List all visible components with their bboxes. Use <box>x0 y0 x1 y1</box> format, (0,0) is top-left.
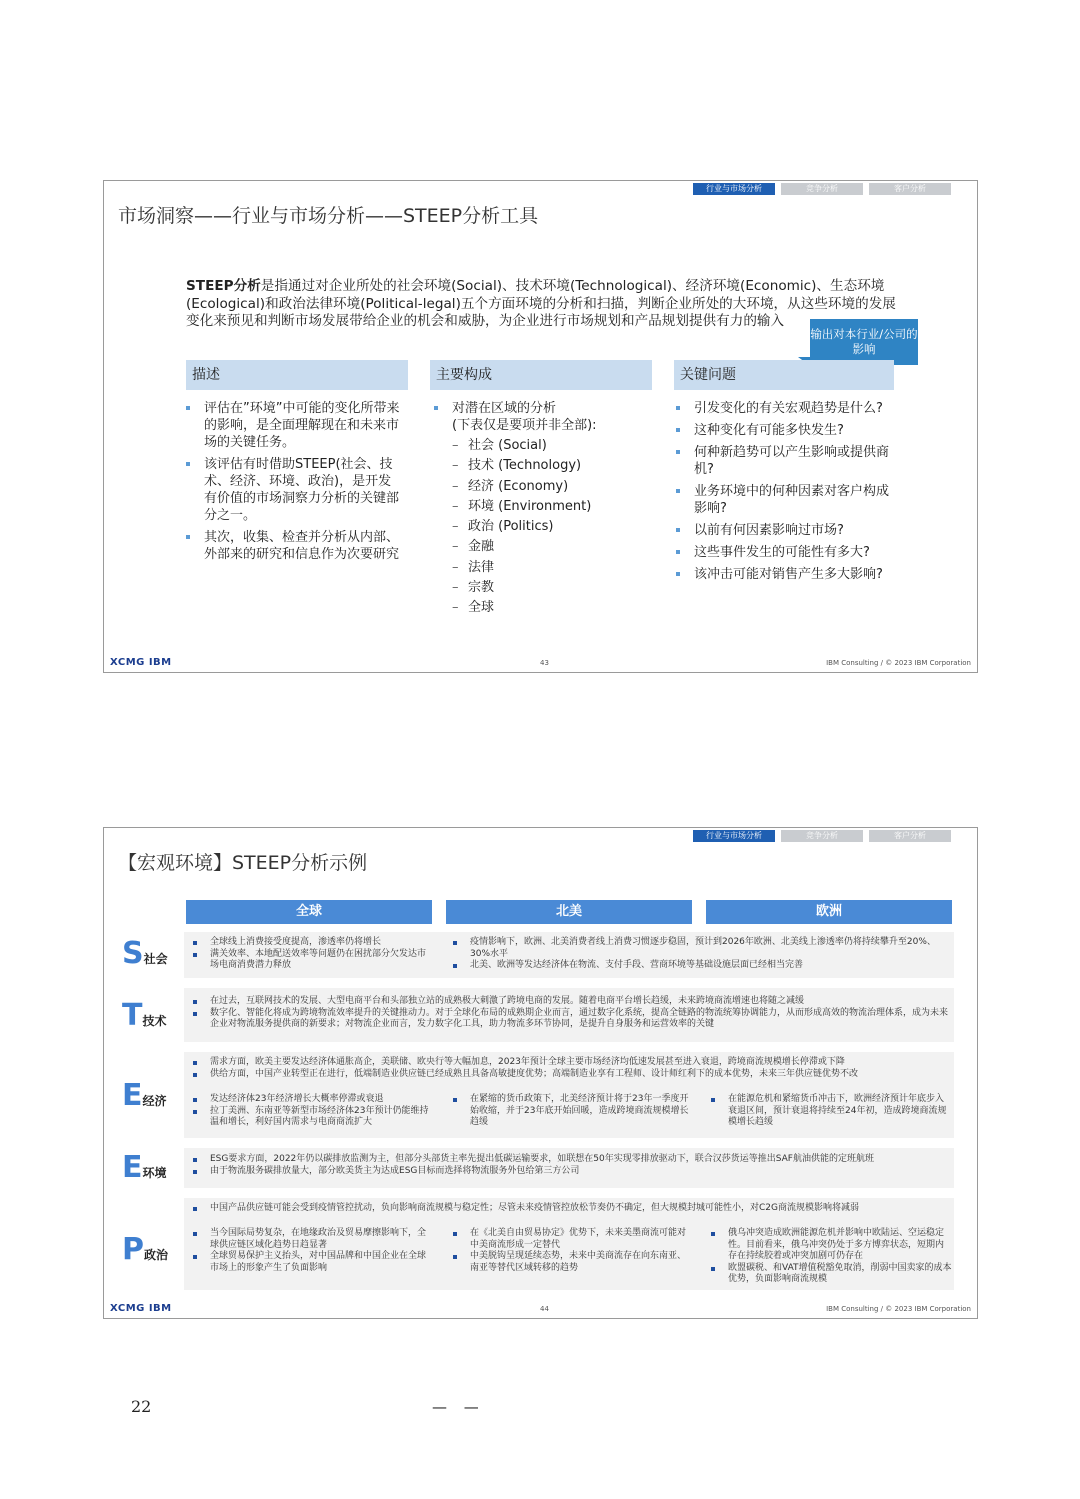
row-label-text: 经济 <box>142 1094 167 1108</box>
cell-economy-eu <box>708 1094 952 1129</box>
section-tabs <box>693 830 951 842</box>
sub-item: – 政治 (Politics) <box>452 518 650 535</box>
list-item: 这些事件发生的可能性有多大? <box>676 544 896 561</box>
list-item: 疫情影响下，欧洲、北美消费者线上消费习惯逐步稳固，预计到2026年欧洲、北美线上渗透率仍将持续攀升至20%、30%水平 <box>450 937 950 960</box>
list-item: 数字化、智能化将成为跨境物流效率提升的关键推动力。对于全球化布局的成熟期企业而言，通过数字化系统，提高全链路的物流统筹协调能力，从而形成高效的物流治理体系，成为未来企业对物流服务提供商的新要求；对物流企业而言，发力数字化工具，助力物流多环节协同，是提升自身服务和运营效率的关键 <box>190 1008 950 1031</box>
tab-industry-market[interactable]: 行业与市场分析 <box>693 830 775 842</box>
callout-text: 输出对本行业/公司的影响 <box>810 327 918 356</box>
cell-social-global <box>190 937 430 972</box>
list-item: 在过去，互联网技术的发展、大型电商平台和头部独立站的成熟极大刺激了跨境电商的发展。随着电商平台增长趋缓，未来跨境商流增速也将随之减缓 <box>190 996 950 1008</box>
intro-text: 是指通过对企业所处的社会环境(Social)、技术环境(Technological)、经济环境(Economic)、生态环境(Ecological)和政治法律环境(Political-legal)五个方面环境的分析和扫描，判断企业所处的大环境，从这些环境的发展变化来预见和判断市场发展带给企业的机会和威胁，为企业进行市场规划和产品规划提供有力的输入 <box>186 278 896 330</box>
copyright: IBM Consulting / © 2023 IBM Corporation <box>826 1305 971 1313</box>
list-item: 全球线上消费接受度提高，渗透率仍将增长 <box>190 937 430 949</box>
tab-competition[interactable]: 竞争分析 <box>781 830 863 842</box>
region-header-europe: 欧洲 <box>706 900 952 924</box>
sub-item: – 法律 <box>452 559 650 576</box>
list-item: 在能源危机和紧缩货币冲击下，欧洲经济预计年底步入衰退区间，预计衰退将持续至24年初，造成跨境商流规模增长趋缓 <box>708 1094 952 1129</box>
row-label-technology <box>122 998 166 1033</box>
xcmg-ibm-logo: XCMG IBM <box>110 1303 172 1314</box>
row-label-economy <box>122 1078 167 1113</box>
list-item: 这种变化有可能多快发生? <box>676 422 896 439</box>
intro-paragraph <box>186 278 906 331</box>
column-header-description: 描述 <box>186 360 408 390</box>
sub-item: – 经济 (Economy) <box>452 478 650 495</box>
list-item: 由于物流服务碳排放量大，部分欧美货主为达成ESG目标而选择将物流服务外包给第三方公司 <box>190 1166 950 1178</box>
list-item <box>434 400 650 616</box>
list-item: 拉丁美洲、东南亚等新型市场经济体23年预计仍能维持温和增长，利好国内需求与电商商流扩大 <box>190 1106 430 1129</box>
slide-title: 【宏观环境】STEEP分析示例 <box>118 852 368 874</box>
list-item: 在紧缩的货币政策下，北美经济预计将于23年一季度开始收缩，并于23年底开始回暖，造成跨境商流规模增长趋缓 <box>450 1094 690 1129</box>
slide-page-number: 43 <box>540 659 549 667</box>
section-tabs <box>693 183 951 195</box>
list-item: 引发变化的有关宏观趋势是什么? <box>676 400 896 417</box>
row-letter: S <box>122 936 144 971</box>
list-item: 需求方面，欧美主要发达经济体通胀高企，美联储、欧央行等大幅加息，2023年预计全球主要市场经济均低速发展甚至进入衰退，跨境商流规模增长停滞或下降 <box>190 1057 950 1069</box>
slide-page-number: 44 <box>540 1305 549 1313</box>
region-header-global: 全球 <box>186 900 432 924</box>
list-item: 俄乌冲突造成欧洲能源危机并影响中欧陆运、空运稳定性。目前看来，俄乌冲突仍处于多方博弈状态，短期内存在持续胶着或冲突加剧可仍存在 <box>708 1228 952 1263</box>
components-sublist <box>452 437 650 616</box>
components-lead: 对潜在区域的分析 (下表仅是要项并非全部): <box>452 401 597 433</box>
list-item: 欧盟碳税、和VAT增值税豁免取消，削弱中国卖家的成本优势，负面影响商流规模 <box>708 1263 952 1286</box>
region-header-north-america: 北美 <box>446 900 692 924</box>
column-header-components: 主要构成 <box>430 360 652 390</box>
cell-environment-all <box>190 1154 950 1177</box>
sub-item: – 金融 <box>452 538 650 555</box>
components-column <box>434 400 650 621</box>
slide-steep-example <box>103 827 978 1319</box>
cell-economy-na <box>450 1094 690 1129</box>
tab-customer[interactable]: 客户分析 <box>869 830 951 842</box>
tab-customer[interactable]: 客户分析 <box>869 183 951 195</box>
cell-politics-eu <box>708 1228 952 1286</box>
copyright: IBM Consulting / © 2023 IBM Corporation <box>826 659 971 667</box>
callout-box <box>810 319 918 365</box>
tab-industry-market[interactable]: 行业与市场分析 <box>693 183 775 195</box>
intro-bold: STEEP分析 <box>186 278 261 294</box>
cell-economy-global <box>190 1094 430 1129</box>
list-item: 满关效率、本地配送效率等问题仍在困扰部分欠发达市场电商消费潜力释放 <box>190 949 430 972</box>
tab-competition[interactable]: 竞争分析 <box>781 183 863 195</box>
row-letter: P <box>122 1232 144 1267</box>
row-label-text: 技术 <box>142 1014 167 1028</box>
list-item: 以前有何因素影响过市场? <box>676 522 896 539</box>
list-item: 该评估有时借助STEEP(社会、技术、经济、环境、政治)，是开发有价值的市场洞察力分析的关键部分之一。 <box>186 456 402 524</box>
slide-footer <box>110 1303 971 1315</box>
row-label-text: 社会 <box>143 952 168 966</box>
list-item: 评估在”环境”中可能的变化所带来的影响，是全面理解现在和未来市场的关键任务。 <box>186 400 402 451</box>
cell-politics-all <box>190 1203 950 1215</box>
description-column <box>186 400 402 568</box>
slide-footer <box>110 657 971 669</box>
list-item: 北美、欧洲等发达经济体在物流、支付手段、营商环境等基础设施层面已经相当完善 <box>450 960 950 972</box>
document-page-number: 22 <box>131 1397 152 1416</box>
sub-item: – 全球 <box>452 599 650 616</box>
list-item: 在《北美自由贸易协定》优势下，未来美墨商流可能对中美商流形成一定替代 <box>450 1228 690 1251</box>
list-item: 全球贸易保护主义抬头，对中国品牌和中国企业在全球市场上的形象产生了负面影响 <box>190 1251 430 1274</box>
column-header-key-questions: 关键问题 <box>674 360 894 390</box>
list-item: 中国产品供应链可能会受到疫情管控扰动，负向影响商流规模与稳定性；尽管未来疫情管控放松节奏仍不确定，但大规模封城可能性小，对C2G商流规模影响将减弱 <box>190 1203 950 1215</box>
list-item: ESG要求方面，2022年仍以碳排放监测为主，但部分头部货主率先提出低碳运输要求，如联想在50年实现零排放驱动下，联合汉莎货运等推出SAF航油供能的定班航班 <box>190 1154 950 1166</box>
cell-economy-all <box>190 1057 950 1080</box>
key-questions-column <box>676 400 896 588</box>
row-letter: T <box>122 998 143 1033</box>
row-letter: E <box>122 1150 143 1185</box>
list-item: 何种新趋势可以产生影响或提供商机? <box>676 444 896 478</box>
slide-steep-tool <box>103 180 978 673</box>
sub-item: – 环境 (Environment) <box>452 498 650 515</box>
row-letter: E <box>122 1078 143 1113</box>
list-item: 供给方面，中国产业转型正在进行，低端制造业供应链已经成熟且具备高敏捷度优势；高端制造业享有工程师、设计师红利下的成本优势，未来三年供应链优势不改 <box>190 1069 950 1081</box>
list-item: 发达经济体23年经济增长大概率停滞或衰退 <box>190 1094 430 1106</box>
row-label-text: 环境 <box>142 1166 167 1180</box>
sub-item: – 社会 (Social) <box>452 437 650 454</box>
cell-technology-all <box>190 996 950 1031</box>
sub-item: – 宗教 <box>452 579 650 596</box>
page-dash: — — <box>432 1398 485 1416</box>
list-item: 当今国际局势复杂，在地缘政治及贸易摩擦影响下，全球供应链区域化趋势日趋显著 <box>190 1228 430 1251</box>
xcmg-ibm-logo: XCMG IBM <box>110 657 172 668</box>
sub-item: – 技术 (Technology) <box>452 457 650 474</box>
list-item: 其次，收集、检查并分析从内部、外部来的研究和信息作为次要研究 <box>186 529 402 563</box>
cell-politics-na <box>450 1228 690 1274</box>
row-label-politics <box>122 1232 168 1267</box>
list-item: 中美脱钩呈现延续态势，未来中美商流存在向东南亚、南亚等替代区域转移的趋势 <box>450 1251 690 1274</box>
row-label-text: 政治 <box>144 1248 169 1262</box>
list-item: 业务环境中的何种因素对客户构成影响? <box>676 483 896 517</box>
row-label-social <box>122 936 168 971</box>
row-label-environment <box>122 1150 167 1185</box>
cell-social-na-eu <box>450 937 950 972</box>
slide-title: 市场洞察——行业与市场分析——STEEP分析工具 <box>118 205 539 227</box>
list-item: 该冲击可能对销售产生多大影响? <box>676 566 896 583</box>
cell-politics-global <box>190 1228 430 1274</box>
